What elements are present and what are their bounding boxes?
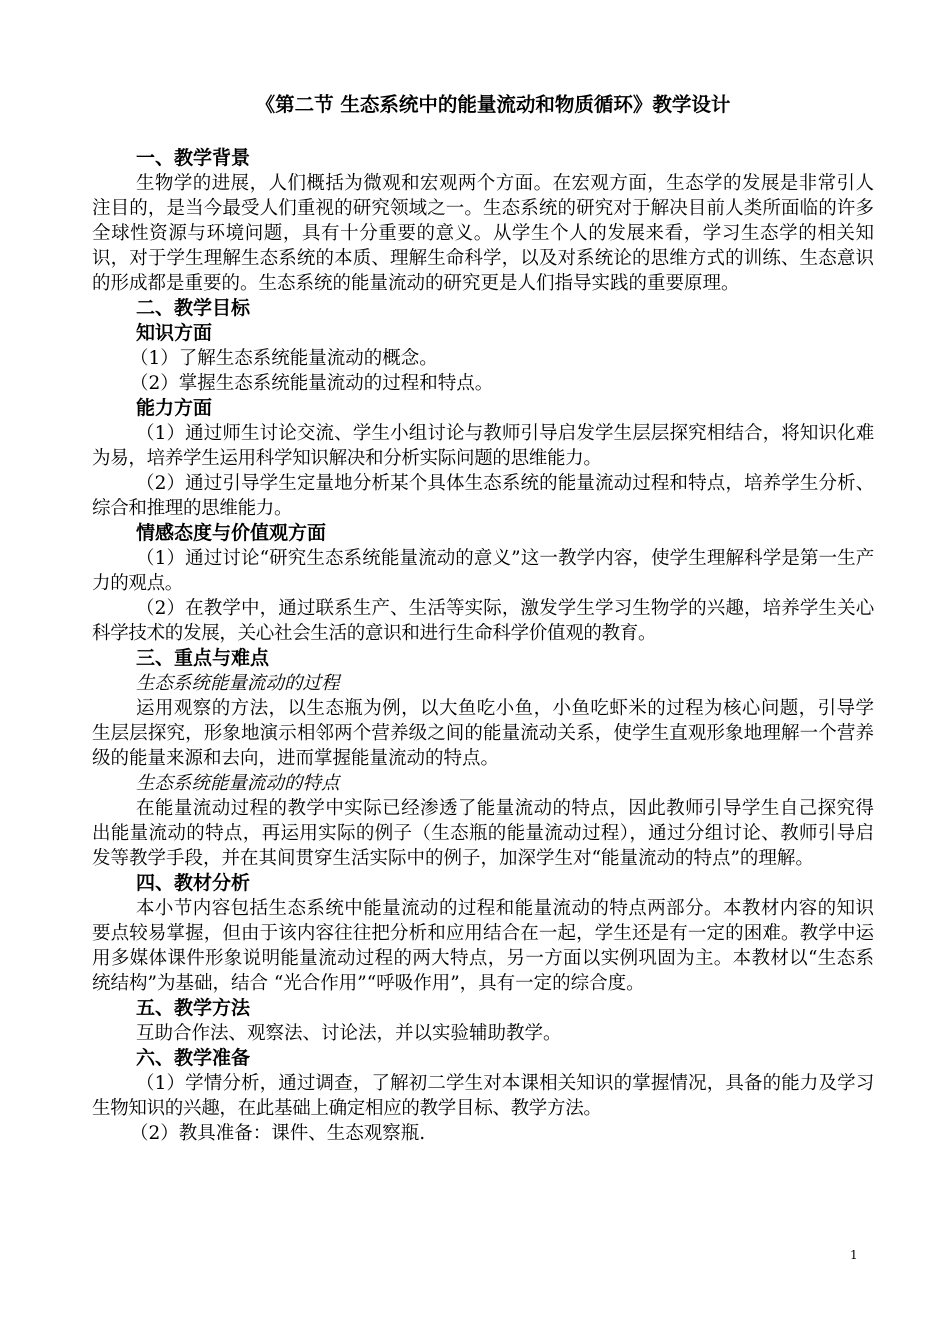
background-paragraph: 生物学的进展，人们概括为微观和宏观两个方面。在宏观方面，生态学的发展是非常引人注目的，是当今最受人们重视的研究领域之一。生态系统的研究对于解决目前人类所面临的许多全球性资源与环境问题，具有十分重要的意义。从学生个人的发展来看，学习生态学的相关知识，对于学生理解生态系统的本质、理解生命科学，以及对系统论的思维方式的训练、生态意识的形成都是重要的。生态系统的能量流动的研究更是人们指导实践的重要原理。 bbox=[92, 173, 874, 294]
attitude-item-1: （1）通过讨论“研究生态系统能量流动的意义”这一教学内容，使学生理解科学是第一生产力的观点。 bbox=[92, 548, 874, 594]
knowledge-item-2: （2）掌握生态系统能量流动的过程和特点。 bbox=[130, 373, 494, 394]
subheading-attitude: 情感态度与价值观方面 bbox=[136, 522, 327, 544]
section-heading-preparation: 六、教学准备 bbox=[136, 1047, 251, 1069]
knowledge-item-1: （1）了解生态系统能量流动的概念。 bbox=[130, 348, 438, 369]
key-point-2-title: 生态系统能量流动的特点 bbox=[136, 773, 340, 794]
document-page bbox=[92, 90, 874, 1146]
preparation-item-2: （2）教具准备：课件、生态观察瓶. bbox=[130, 1123, 426, 1144]
subheading-knowledge: 知识方面 bbox=[136, 322, 213, 344]
key-point-1-text: 运用观察的方法，以生态瓶为例，以大鱼吃小鱼，小鱼吃虾米的过程为核心问题，引导学生层层探究，形象地演示相邻两个营养级之间的能量流动关系，使学生直观形象地理解一个营养级的能量来源和去向，进而掌握能量流动的特点。 bbox=[92, 698, 874, 769]
key-point-1-title: 生态系统能量流动的过程 bbox=[136, 673, 340, 694]
materials-paragraph: 本小节内容包括生态系统中能量流动的过程和能量流动的特点两部分。本教材内容的知识要点较易掌握，但由于该内容往往把分析和应用结合在一起，学生还是有一定的困难。教学中运用多媒体课件形象说明能量流动过程的两大特点，另一方面以实例巩固为主。本教材以“生态系统结构”为基础，结合 “光合作用”“呼吸作用”，具有一定的综合度。 bbox=[92, 898, 874, 994]
page-title: 《第二节 生态系统中的能量流动和物质循环》教学设计 bbox=[255, 93, 731, 116]
subheading-ability: 能力方面 bbox=[136, 397, 213, 419]
methods-paragraph: 互助合作法、观察法、讨论法，并以实验辅助教学。 bbox=[136, 1023, 562, 1044]
section-heading-methods: 五、教学方法 bbox=[136, 997, 251, 1019]
section-heading-goals: 二、教学目标 bbox=[136, 297, 251, 319]
key-point-2-text: 在能量流动过程的教学中实际已经渗透了能量流动的特点，因此教师引导学生自己探究得出能量流动的特点，再运用实际的例子（生态瓶的能量流动过程），通过分组讨论、教师引导启发等教学手段，并在其间贯穿生活实际中的例子，加深学生对“能量流动的特点”的理解。 bbox=[92, 798, 874, 869]
section-heading-materials: 四、教材分析 bbox=[136, 872, 251, 894]
section-heading-key-points: 三、重点与难点 bbox=[136, 647, 270, 669]
attitude-item-2: （2）在教学中，通过联系生产、生活等实际，激发学生学习生物学的兴趣，培养学生关心科学技术的发展，关心社会生活的意识和进行生命科学价值观的教育。 bbox=[92, 598, 874, 644]
section-heading-background: 一、教学背景 bbox=[136, 147, 251, 169]
ability-item-2: （2）通过引导学生定量地分析某个具体生态系统的能量流动过程和特点，培养学生分析、综合和推理的思维能力。 bbox=[92, 473, 874, 519]
page-number: 1 bbox=[850, 1248, 858, 1262]
ability-item-1: （1）通过师生讨论交流、学生小组讨论与教师引导启发学生层层探究相结合，将知识化难为易，培养学生运用科学知识解决和分析实际问题的思维能力。 bbox=[92, 423, 874, 469]
preparation-item-1: （1）学情分析，通过调查，了解初二学生对本课相关知识的掌握情况，具备的能力及学习生物知识的兴趣，在此基础上确定相应的教学目标、教学方法。 bbox=[92, 1073, 874, 1119]
